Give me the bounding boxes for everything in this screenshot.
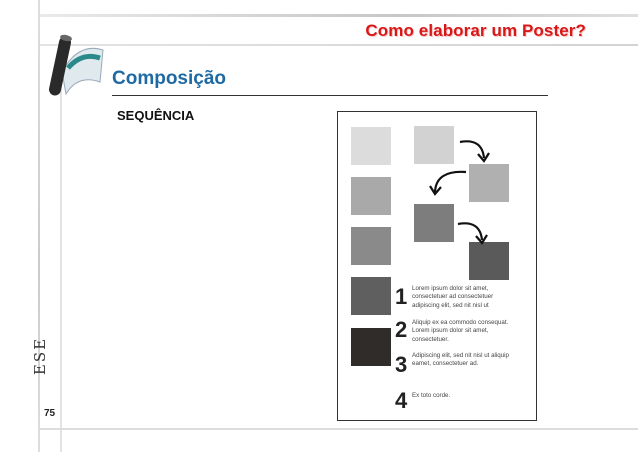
flow-square-3: [414, 204, 454, 242]
section-title: Composição: [112, 68, 227, 89]
bottom-border: [40, 428, 638, 430]
step-number: 1: [395, 284, 408, 309]
curved-arrow-icon: [456, 134, 496, 166]
left-square-2: [351, 177, 391, 215]
flow-square-1: [414, 126, 454, 164]
step-text: Adipiscing elit, sed nit nisl ut aliquip eamet, consectetuer ad.: [412, 352, 509, 368]
top-border: [40, 14, 638, 17]
rolled-poster-icon: [48, 22, 108, 100]
vertical-label: [31, 335, 59, 385]
left-square-4: [351, 277, 391, 315]
header-rule: [40, 44, 638, 46]
step-text: Ex toto corde.: [412, 392, 451, 399]
curved-arrow-icon: [454, 216, 494, 248]
step-number: 4: [395, 388, 408, 413]
main-title: Como elaborar um Poster?: [365, 21, 586, 40]
step-number: 2: [395, 317, 408, 342]
curved-arrow-icon: [426, 166, 470, 200]
vertical-label-text: ESE: [31, 336, 50, 376]
left-square-1: [351, 127, 391, 165]
left-square-3: [351, 227, 391, 265]
poster-illustration: [337, 111, 537, 421]
section-subtitle: SEQUÊNCIA: [117, 108, 195, 123]
flow-square-2: [469, 164, 509, 202]
left-square-5: [351, 328, 391, 366]
left-inner-border: [60, 60, 62, 452]
step-text: Aliquip ex ea commodo consequat. Lorem ipsum dolor sit amet, consectetuer.: [412, 319, 509, 343]
section-divider: [112, 95, 548, 96]
step-text: Lorem ipsum dolor sit amet, consectetuer ad consectetuer adipiscing elit, sed nit nisl ut: [412, 285, 494, 309]
step-number: 3: [395, 352, 408, 377]
page-number: 75: [44, 408, 56, 419]
